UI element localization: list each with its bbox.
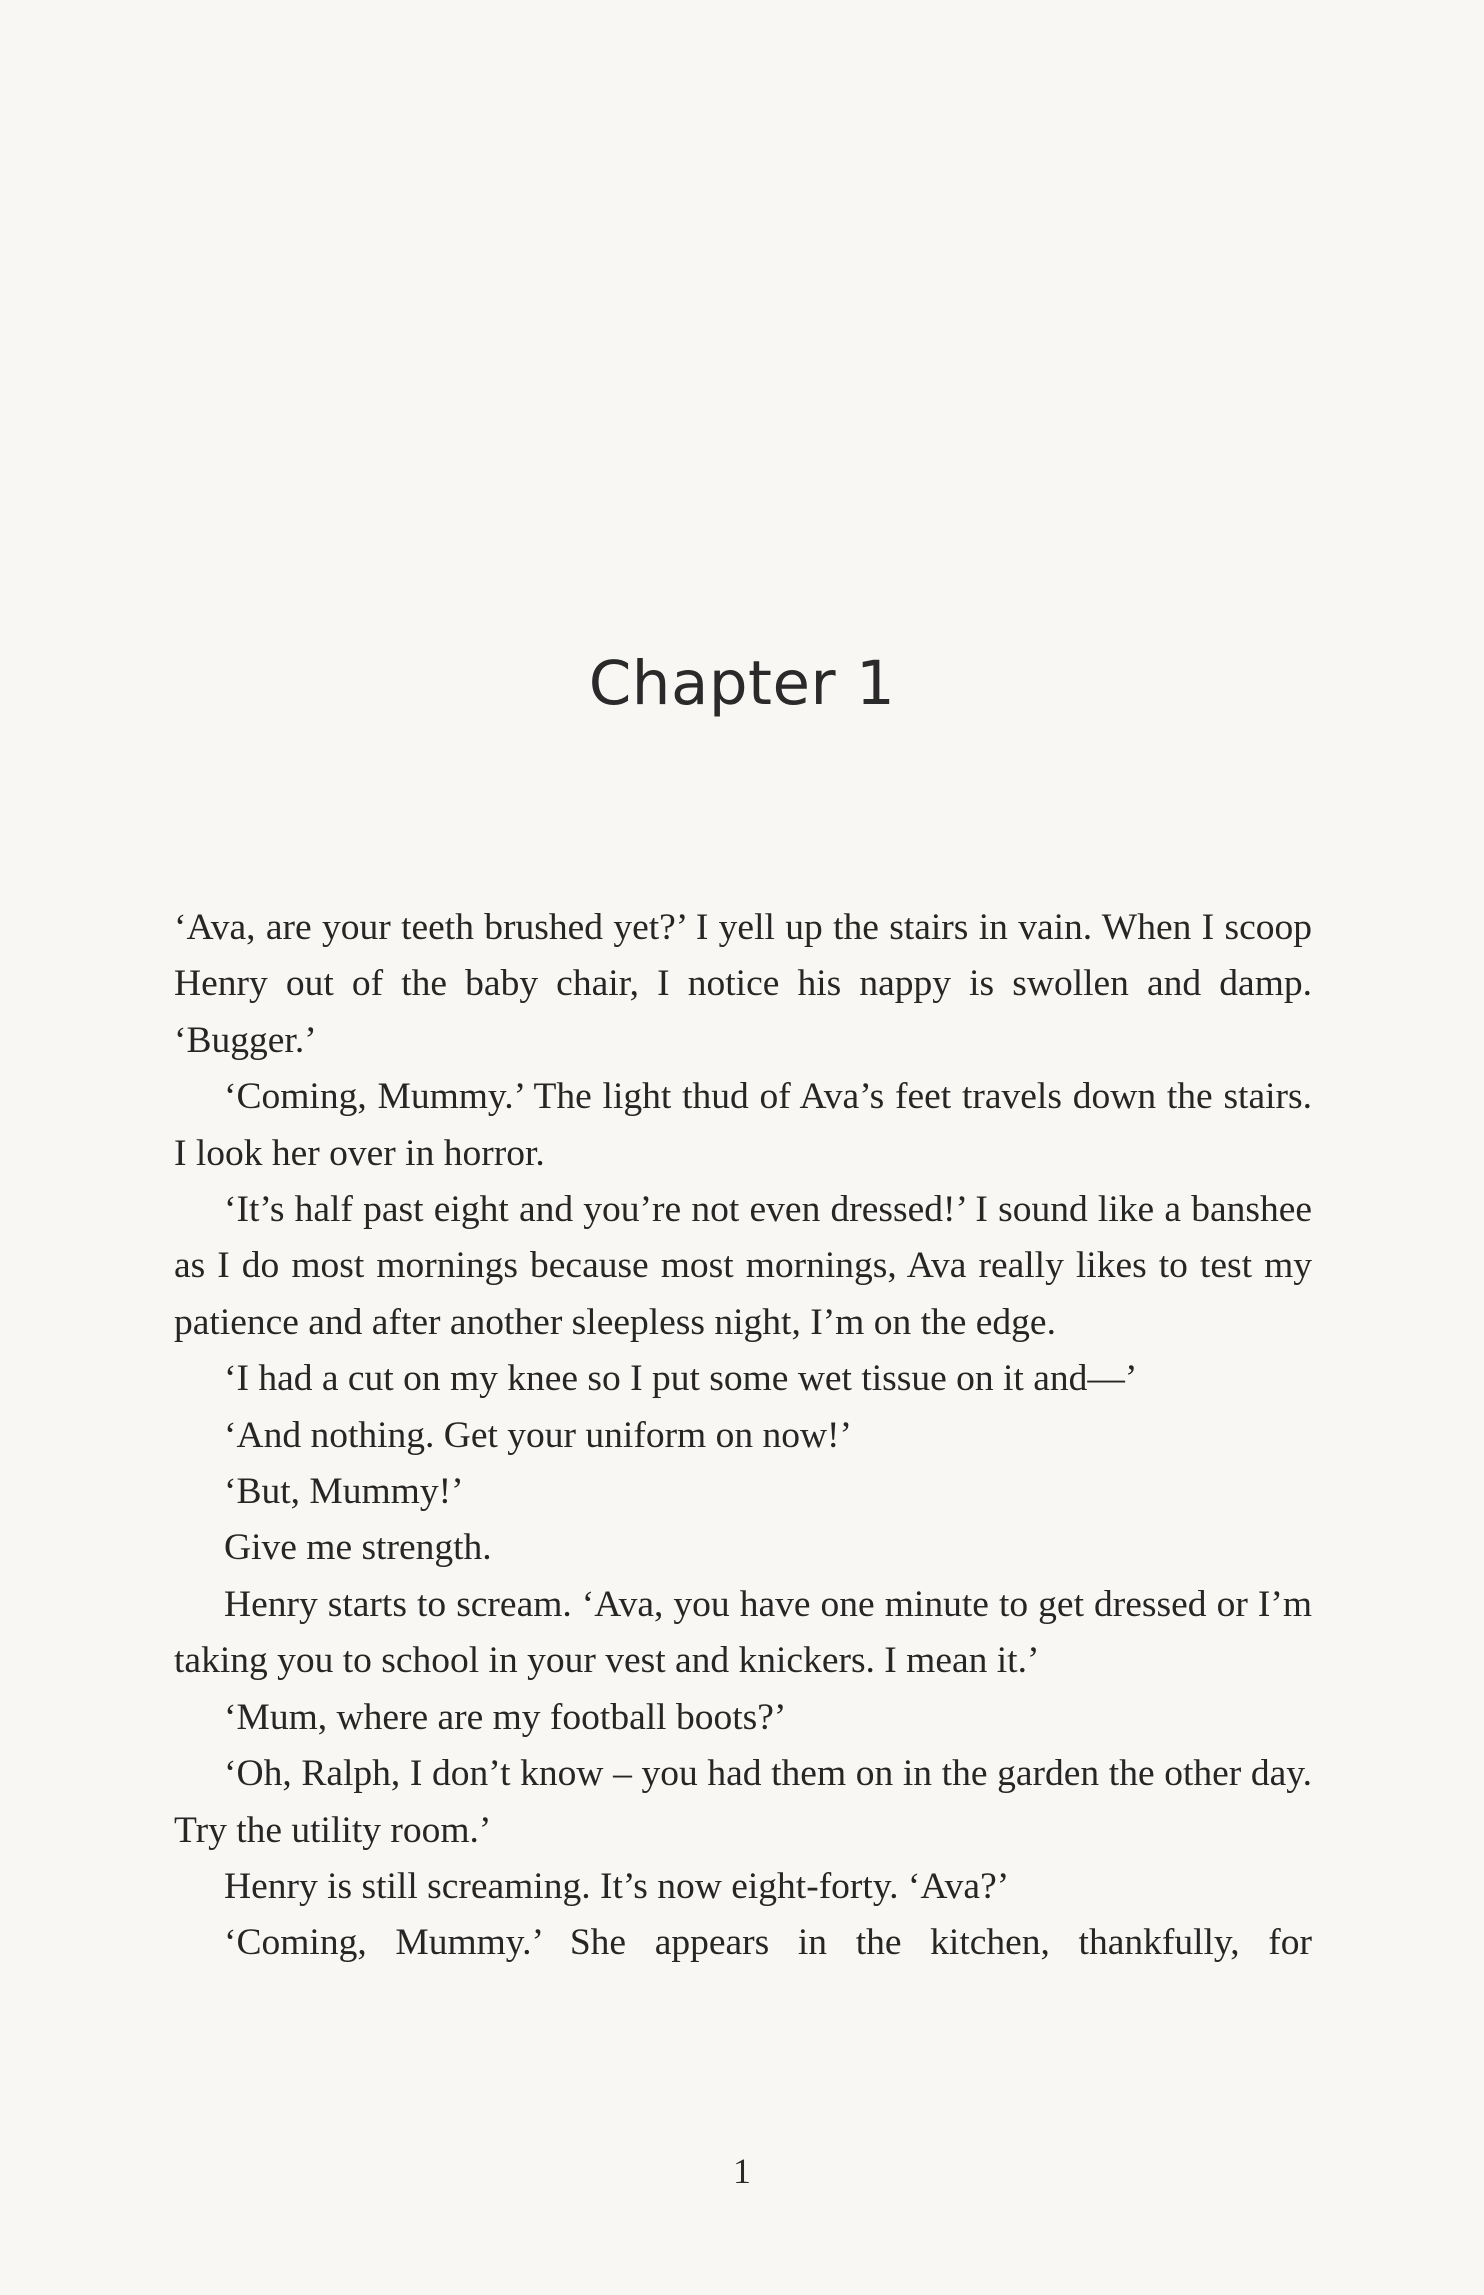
paragraph: Henry is still screaming. It’s now eight-forty. ‘Ava?’ <box>224 1865 1010 1907</box>
chapter-body <box>174 900 1312 1972</box>
paragraph: ‘I had a cut on my knee so I put some wet tissue on it and—’ <box>224 1358 1138 1400</box>
paragraph: ‘Oh, Ralph, I don’t know – you had them on in the garden the other day. Try the utility room.’ <box>174 1753 1312 1851</box>
paragraph: Henry starts to scream. ‘Ava, you have one minute to get dressed or I’m taking you to school in your vest and knickers. I mean it.’ <box>174 1583 1312 1682</box>
paragraph: ‘Coming, Mummy.’ She appears in the kitchen, thankfully, for <box>224 1922 1312 1964</box>
paragraph: ‘Ava, are your teeth brushed yet?’ I yell up the stairs in vain. When I scoop Henry out of the baby chair, I notice his nappy is swollen and damp. ‘Bugger.’ <box>174 907 1312 1061</box>
paragraph: ‘But, Mummy!’ <box>224 1471 464 1513</box>
paragraph: ‘And nothing. Get your uniform on now!’ <box>224 1414 853 1456</box>
paragraph: Give me strength. <box>224 1527 492 1569</box>
paragraph: ‘Coming, Mummy.’ The light thud of Ava’s feet travels down the stairs. I look her over in horror. <box>174 1076 1312 1174</box>
paragraph: ‘Mum, where are my football boots?’ <box>224 1696 787 1738</box>
page-number: 1 <box>733 2151 751 2191</box>
chapter-title: Chapter 1 <box>588 648 896 719</box>
paragraph: ‘It’s half past eight and you’re not even dressed!’ I sound like a banshee as I do most mornings because most mornings, Ava really likes to test my patience and after another sleepless night, I’m on the edge. <box>174 1189 1312 1343</box>
